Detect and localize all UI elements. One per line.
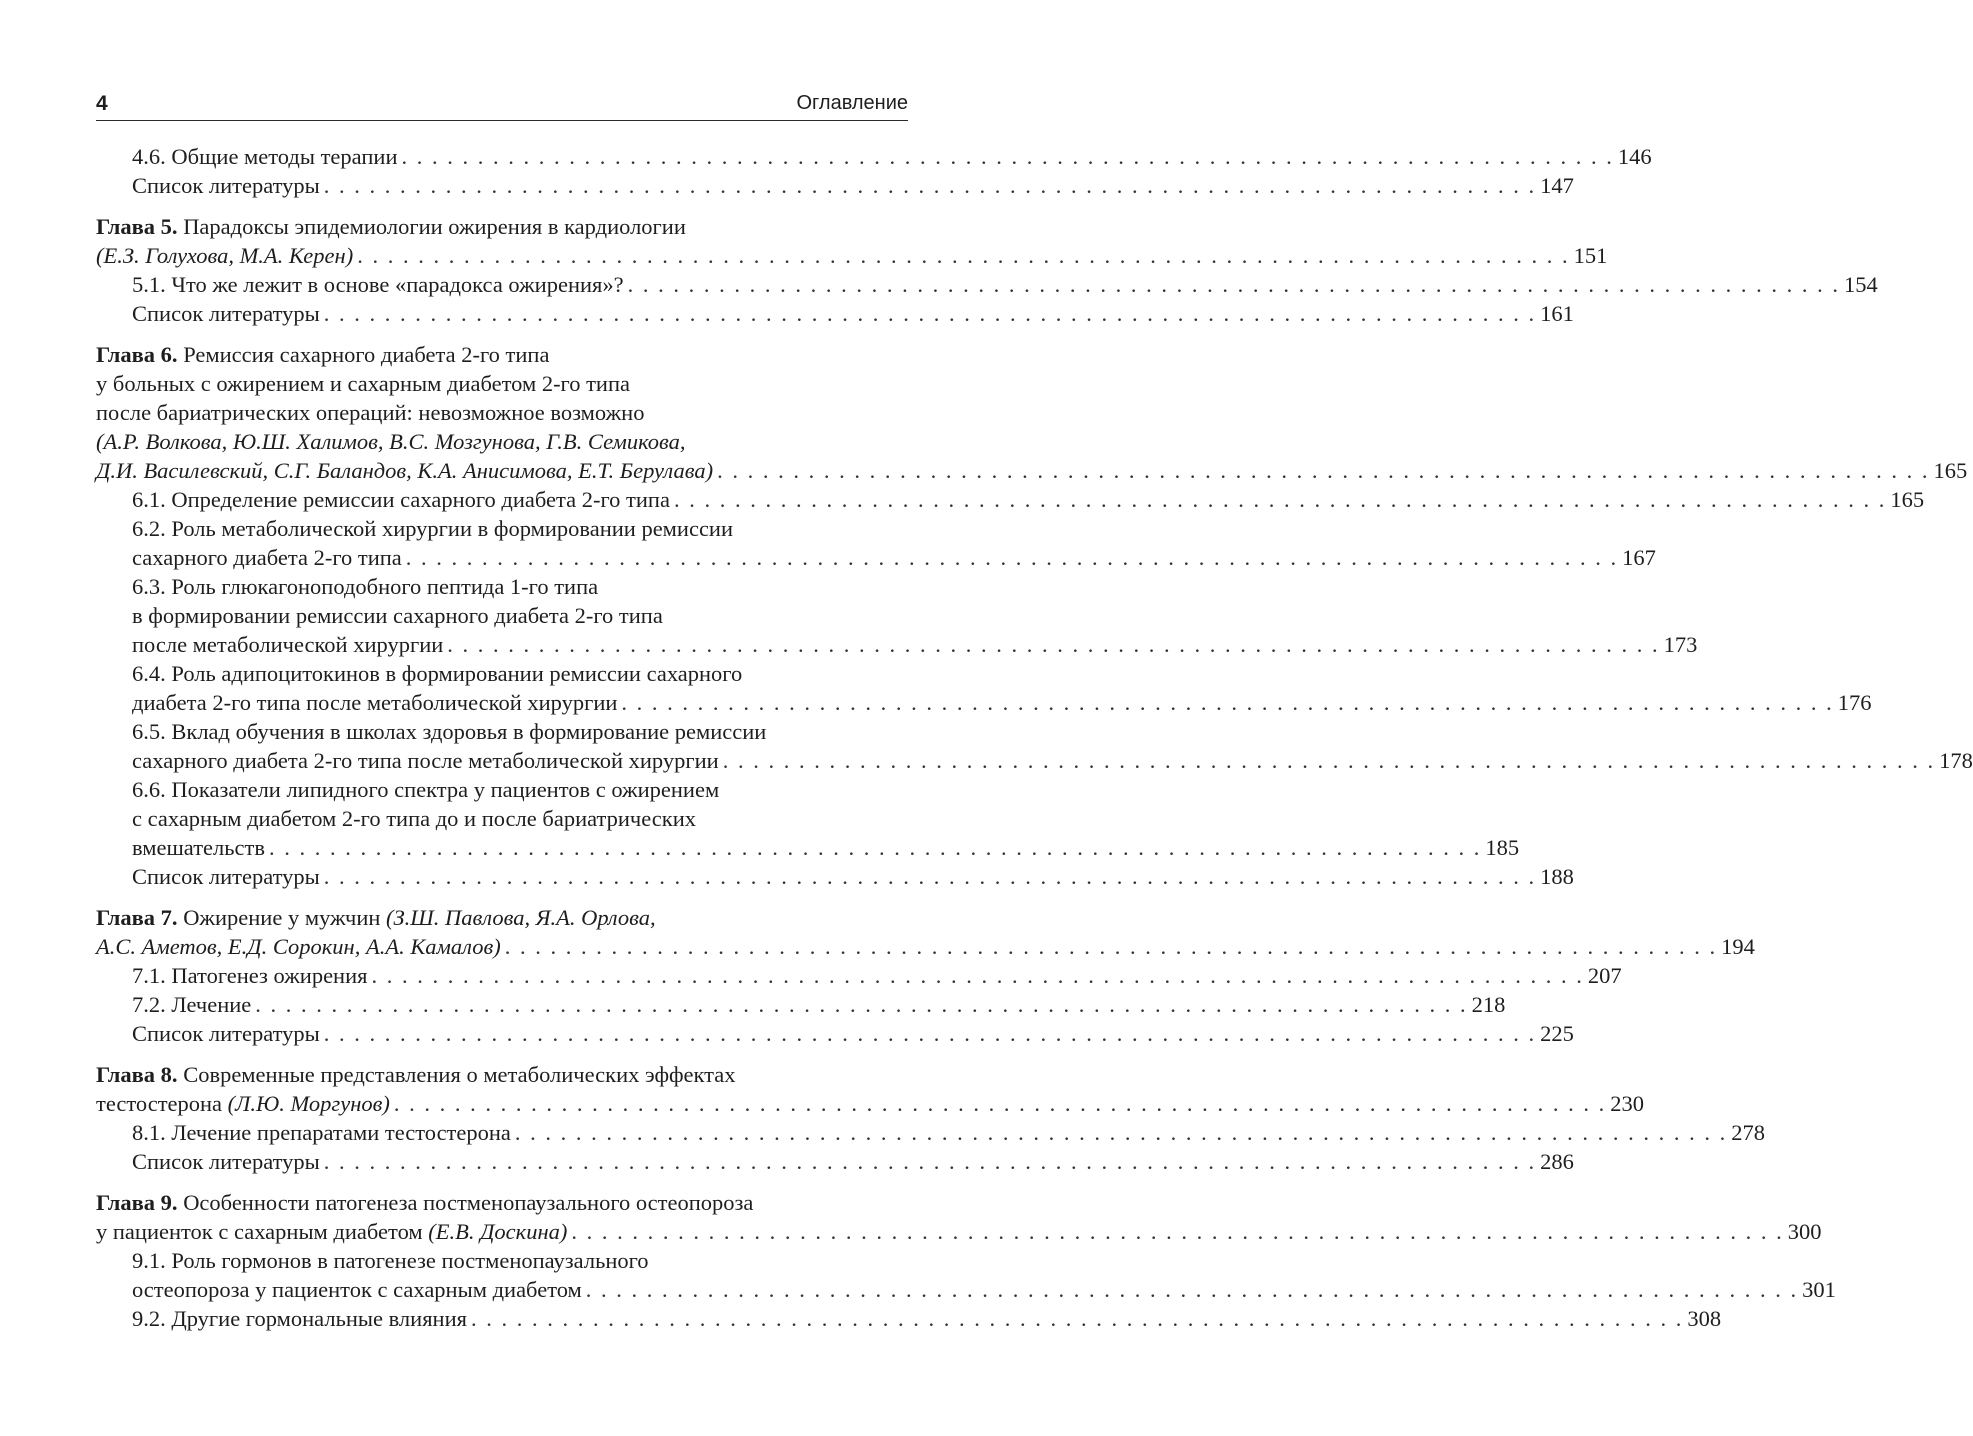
toc-entry-title [132, 688, 617, 717]
toc-continuation-line [96, 775, 908, 804]
entry-text: тестостерона [96, 1091, 228, 1116]
toc-entry [96, 299, 1574, 328]
entry-text: Ожирение у мужчин [177, 905, 387, 930]
dot-leader: . . . . . . . . . . . . . . . . . . . . . . . . . . . . . . . . . . . . . . . . . . . . . . . . . . . . . . . . . . . . . . . . . . . . . . . . . . . . . . . . [627, 272, 1840, 297]
toc-entry [96, 932, 1755, 961]
entry-text: Парадоксы эпидемиологии ожирения в кардиологии [177, 214, 686, 239]
dot-leader: . . . . . . . . . . . . . . . . . . . . . . . . . . . . . . . . . . . . . . . . . . . . . . . . . . . . . . . . . . . . . . . . . . . . . . . . . . . . . . . . [323, 1021, 1537, 1046]
entry-text: 6.3. Роль глюкагоноподобного пептида 1-го типа [132, 574, 599, 599]
dot-leader: . . . . . . . . . . . . . . . . . . . . . . . . . . . . . . . . . . . . . . . . . . . . . . . . . . . . . . . . . . . . . . . . . . . . . . . . . . . . . . . . [323, 173, 1537, 198]
entry-text: 6.1. Определение ремиссии сахарного диабета 2-го типа [132, 487, 670, 512]
dot-leader: . . . . . . . . . . . . . . . . . . . . . . . . . . . . . . . . . . . . . . . . . . . . . . . . . . . . . . . . . . . . . . . . . . . . . . . . . . . . . . . . [470, 1306, 1684, 1331]
toc-entry-title [132, 862, 320, 891]
toc-page-number: 165 [1933, 458, 1968, 483]
dot-leader: . . . . . . . . . . . . . . . . . . . . . . . . . . . . . . . . . . . . . . . . . . . . . . . . . . . . . . . . . . . . . . . . . . . . . . . . . . . . . . . . [323, 864, 1537, 889]
toc-page-number: 300 [1787, 1219, 1822, 1244]
entry-text: в формировании ремиссии сахарного диабета 2-го типа [132, 603, 663, 628]
toc-entry [96, 1275, 1836, 1304]
entry-authors: (З.Ш. Павлова, Я.А. Орлова, [386, 905, 656, 930]
entry-authors: (А.Р. Волкова, Ю.Ш. Халимов, В.С. Мозгунова, Г.В. Семикова, [96, 429, 686, 454]
toc-entry [96, 746, 1973, 775]
entry-text: Список литературы [132, 1021, 320, 1046]
entry-text: Список литературы [132, 173, 320, 198]
entry-text: 6.6. Показатели липидного спектра у пациентов с ожирением [132, 777, 720, 802]
dot-leader: . . . . . . . . . . . . . . . . . . . . . . . . . . . . . . . . . . . . . . . . . . . . . . . . . . . . . . . . . . . . . . . . . . . . . . . . . . . . . . . . [504, 934, 1718, 959]
chapter-label: Глава 9. [96, 1190, 178, 1215]
toc-entry-title [132, 1304, 467, 1333]
toc-page-number: 278 [1731, 1120, 1766, 1145]
entry-text: у пациенток с сахарным диабетом [96, 1219, 429, 1244]
toc-page-number: 176 [1837, 690, 1872, 715]
entry-text: после метаболической хирургии [132, 632, 444, 657]
dot-leader: . . . . . . . . . . . . . . . . . . . . . . . . . . . . . . . . . . . . . . . . . . . . . . . . . . . . . . . . . . . . . . . . . . . . . . . . . . . . . . . . [393, 1091, 1607, 1116]
toc-entry-title [96, 1217, 567, 1246]
dot-leader: . . . . . . . . . . . . . . . . . . . . . . . . . . . . . . . . . . . . . . . . . . . . . . . . . . . . . . . . . . . . . . . . . . . . . . . . . . . . . . . . [447, 632, 1660, 657]
toc-continuation-line [96, 717, 908, 746]
entry-text: 8.1. Лечение препаратами тестостерона [132, 1120, 511, 1145]
toc-entry-title [132, 270, 624, 299]
toc-entry-title [132, 1118, 511, 1147]
entry-text: Список литературы [132, 1149, 320, 1174]
toc-entry [96, 1019, 1574, 1048]
toc-entry [96, 833, 1520, 862]
toc-page-number: 188 [1540, 864, 1574, 889]
toc-entry [96, 1089, 1644, 1118]
chapter-heading [96, 1060, 908, 1089]
dot-leader: . . . . . . . . . . . . . . . . . . . . . . . . . . . . . . . . . . . . . . . . . . . . . . . . . . . . . . . . . . . . . . . . . . . . . . . . . . . . . . . . [621, 690, 1834, 715]
toc-entry [96, 456, 1968, 485]
dot-leader: . . . . . . . . . . . . . . . . . . . . . . . . . . . . . . . . . . . . . . . . . . . . . . . . . . . . . . . . . . . . . . . . . . . . . . . . . . . . . . . . [571, 1219, 1784, 1244]
dot-leader: . . . . . . . . . . . . . . . . . . . . . . . . . . . . . . . . . . . . . . . . . . . . . . . . . . . . . . . . . . . . . . . . . . . . . . . . . . . . . . . . [371, 963, 1584, 988]
toc-entry-title [96, 1089, 390, 1118]
toc-entry-title [132, 990, 251, 1019]
toc-entry [96, 270, 1878, 299]
chapter-label: Глава 8. [96, 1062, 178, 1087]
toc-continuation-line [96, 369, 908, 398]
toc-entry [96, 688, 1872, 717]
dot-leader: . . . . . . . . . . . . . . . . . . . . . . . . . . . . . . . . . . . . . . . . . . . . . . . . . . . . . . . . . . . . . . . . . . . . . . . . . . . . . . . . [673, 487, 1887, 512]
toc-entry-title [96, 932, 501, 961]
toc-entry-title [132, 1275, 582, 1304]
toc-entry [96, 171, 1574, 200]
chapter-label: Глава 5. [96, 214, 178, 239]
dot-leader: . . . . . . . . . . . . . . . . . . . . . . . . . . . . . . . . . . . . . . . . . . . . . . . . . . . . . . . . . . . . . . . . . . . . . . . . . . . . . . . . [717, 458, 1930, 483]
chapter-heading [96, 1188, 908, 1217]
toc-page-number: 308 [1687, 1306, 1722, 1331]
entry-text: 9.2. Другие гормональные влияния [132, 1306, 467, 1331]
toc-continuation-line [96, 572, 908, 601]
toc-entry [96, 485, 1925, 514]
toc-entry-title [132, 1147, 320, 1176]
dot-leader: . . . . . . . . . . . . . . . . . . . . . . . . . . . . . . . . . . . . . . . . . . . . . . . . . . . . . . . . . . . . . . . . . . . . . . . . . . . . . . . . [722, 748, 1936, 773]
entry-authors: Д.И. Василевский, С.Г. Баландов, К.А. Анисимова, Е.Т. Берулава) [96, 458, 714, 483]
toc-page-number: 167 [1622, 545, 1656, 570]
toc-page-number: 286 [1540, 1149, 1574, 1174]
dot-leader: . . . . . . . . . . . . . . . . . . . . . . . . . . . . . . . . . . . . . . . . . . . . . . . . . . . . . . . . . . . . . . . . . . . . . . . . . . . . . . . . [514, 1120, 1728, 1145]
entry-text: 9.1. Роль гормонов в патогенезе постменопаузального [132, 1248, 649, 1273]
toc-continuation-line [96, 804, 908, 833]
entry-text: 7.2. Лечение [132, 992, 252, 1017]
toc-entry [96, 1147, 1574, 1176]
toc-entry [96, 1217, 1822, 1246]
chapter-heading [96, 903, 908, 932]
table-of-contents [96, 142, 1973, 1333]
toc-entry [96, 142, 1652, 171]
toc-entry-title [132, 485, 670, 514]
toc-entry-title [96, 241, 353, 270]
chapter-heading [96, 212, 908, 241]
toc-page-number: 151 [1573, 243, 1608, 268]
toc-page-number: 185 [1485, 835, 1520, 860]
page-header [96, 88, 908, 121]
entry-authors: А.С. Аметов, Е.Д. Сорокин, А.А. Камалов) [96, 934, 501, 959]
toc-entry-title [132, 746, 719, 775]
entry-text: Список литературы [132, 864, 320, 889]
entry-text: Список литературы [132, 301, 320, 326]
toc-page-number: 194 [1721, 934, 1755, 959]
toc-page-number: 146 [1617, 144, 1652, 169]
entry-text: Современные представления о метаболических эффектах [177, 1062, 736, 1087]
entry-text: вмешательств [132, 835, 265, 860]
dot-leader: . . . . . . . . . . . . . . . . . . . . . . . . . . . . . . . . . . . . . . . . . . . . . . . . . . . . . . . . . . . . . . . . . . . . . . . . . . . . . . . . [585, 1277, 1799, 1302]
dot-leader: . . . . . . . . . . . . . . . . . . . . . . . . . . . . . . . . . . . . . . . . . . . . . . . . . . . . . . . . . . . . . . . . . . . . . . . . . . . . . . . . [357, 243, 1570, 268]
toc-continuation-line [96, 427, 908, 456]
toc-continuation-line [96, 659, 908, 688]
chapter-heading [96, 340, 908, 369]
toc-page-number: 225 [1540, 1021, 1574, 1046]
page-number: 4 [96, 92, 108, 115]
toc-page-number: 178 [1939, 748, 1973, 773]
toc-entry [96, 543, 1656, 572]
toc-entry-title [132, 833, 265, 862]
entry-text: 6.2. Роль метаболической хирургии в формировании ремиссии [132, 516, 734, 541]
toc-page-number: 230 [1610, 1091, 1644, 1116]
toc-entry [96, 862, 1574, 891]
toc-entry [96, 961, 1622, 990]
toc-entry [96, 241, 1608, 270]
entry-text: 7.1. Патогенез ожирения [132, 963, 368, 988]
dot-leader: . . . . . . . . . . . . . . . . . . . . . . . . . . . . . . . . . . . . . . . . . . . . . . . . . . . . . . . . . . . . . . . . . . . . . . . . . . . . . . . . [323, 301, 1537, 326]
entry-text: после бариатрических операций: невозможное возможно [96, 400, 645, 425]
toc-entry-title [132, 543, 402, 572]
toc-continuation-line [96, 398, 908, 427]
entry-text: 5.1. Что же лежит в основе «парадокса ожирения»? [132, 272, 624, 297]
chapter-label: Глава 7. [96, 905, 178, 930]
toc-continuation-line [96, 514, 908, 543]
entry-text: Особенности патогенеза постменопаузального остеопороза [177, 1190, 754, 1215]
dot-leader: . . . . . . . . . . . . . . . . . . . . . . . . . . . . . . . . . . . . . . . . . . . . . . . . . . . . . . . . . . . . . . . . . . . . . . . . . . . . . . . . [255, 992, 1468, 1017]
toc-entry [96, 1118, 1766, 1147]
dot-leader: . . . . . . . . . . . . . . . . . . . . . . . . . . . . . . . . . . . . . . . . . . . . . . . . . . . . . . . . . . . . . . . . . . . . . . . . . . . . . . . . [401, 144, 1614, 169]
toc-page-number: 301 [1802, 1277, 1836, 1302]
entry-text: сахарного диабета 2-го типа после метаболической хирургии [132, 748, 719, 773]
toc-entry-title [132, 630, 443, 659]
dot-leader: . . . . . . . . . . . . . . . . . . . . . . . . . . . . . . . . . . . . . . . . . . . . . . . . . . . . . . . . . . . . . . . . . . . . . . . . . . . . . . . . [268, 835, 1482, 860]
entry-text: диабета 2-го типа после метаболической хирургии [132, 690, 618, 715]
running-head-title: Оглавление [796, 92, 908, 114]
entry-authors: (Е.В. Доскина) [428, 1219, 568, 1244]
toc-page-number: 154 [1843, 272, 1878, 297]
entry-text: у больных с ожирением и сахарным диабетом 2-го типа [96, 371, 631, 396]
entry-text: остеопороза у пациенток с сахарным диабетом [132, 1277, 582, 1302]
chapter-label: Глава 6. [96, 342, 178, 367]
toc-entry-title [132, 961, 368, 990]
entry-text: 6.4. Роль адипоцитокинов в формировании ремиссии сахарного [132, 661, 743, 686]
entry-text: 6.5. Вклад обучения в школах здоровья в формирование ремиссии [132, 719, 767, 744]
toc-page-number: 165 [1890, 487, 1925, 512]
toc-page-number: 218 [1471, 992, 1506, 1017]
toc-continuation-line [96, 601, 908, 630]
dot-leader: . . . . . . . . . . . . . . . . . . . . . . . . . . . . . . . . . . . . . . . . . . . . . . . . . . . . . . . . . . . . . . . . . . . . . . . . . . . . . . . . [323, 1149, 1537, 1174]
toc-entry-title [132, 299, 320, 328]
toc-page-number: 173 [1663, 632, 1698, 657]
toc-page-number: 147 [1540, 173, 1574, 198]
toc-entry [96, 1304, 1722, 1333]
toc-page-number: 161 [1540, 301, 1574, 326]
toc-entry-title [132, 171, 320, 200]
toc-entry-title [132, 1019, 320, 1048]
toc-entry-title [96, 456, 713, 485]
entry-authors: (Е.З. Голухова, М.А. Керен) [96, 243, 354, 268]
toc-entry [96, 990, 1506, 1019]
entry-text: сахарного диабета 2-го типа [132, 545, 402, 570]
toc-continuation-line [96, 1246, 908, 1275]
entry-authors: (Л.Ю. Моргунов) [227, 1091, 390, 1116]
dot-leader: . . . . . . . . . . . . . . . . . . . . . . . . . . . . . . . . . . . . . . . . . . . . . . . . . . . . . . . . . . . . . . . . . . . . . . . . . . . . . . . . [405, 545, 1619, 570]
entry-text: с сахарным диабетом 2-го типа до и после бариатрических [132, 806, 696, 831]
entry-text: Ремиссия сахарного диабета 2-го типа [177, 342, 550, 367]
toc-entry [96, 630, 1698, 659]
entry-text: 4.6. Общие методы терапии [132, 144, 398, 169]
toc-page-number: 207 [1587, 963, 1622, 988]
toc-entry-title [132, 142, 398, 171]
